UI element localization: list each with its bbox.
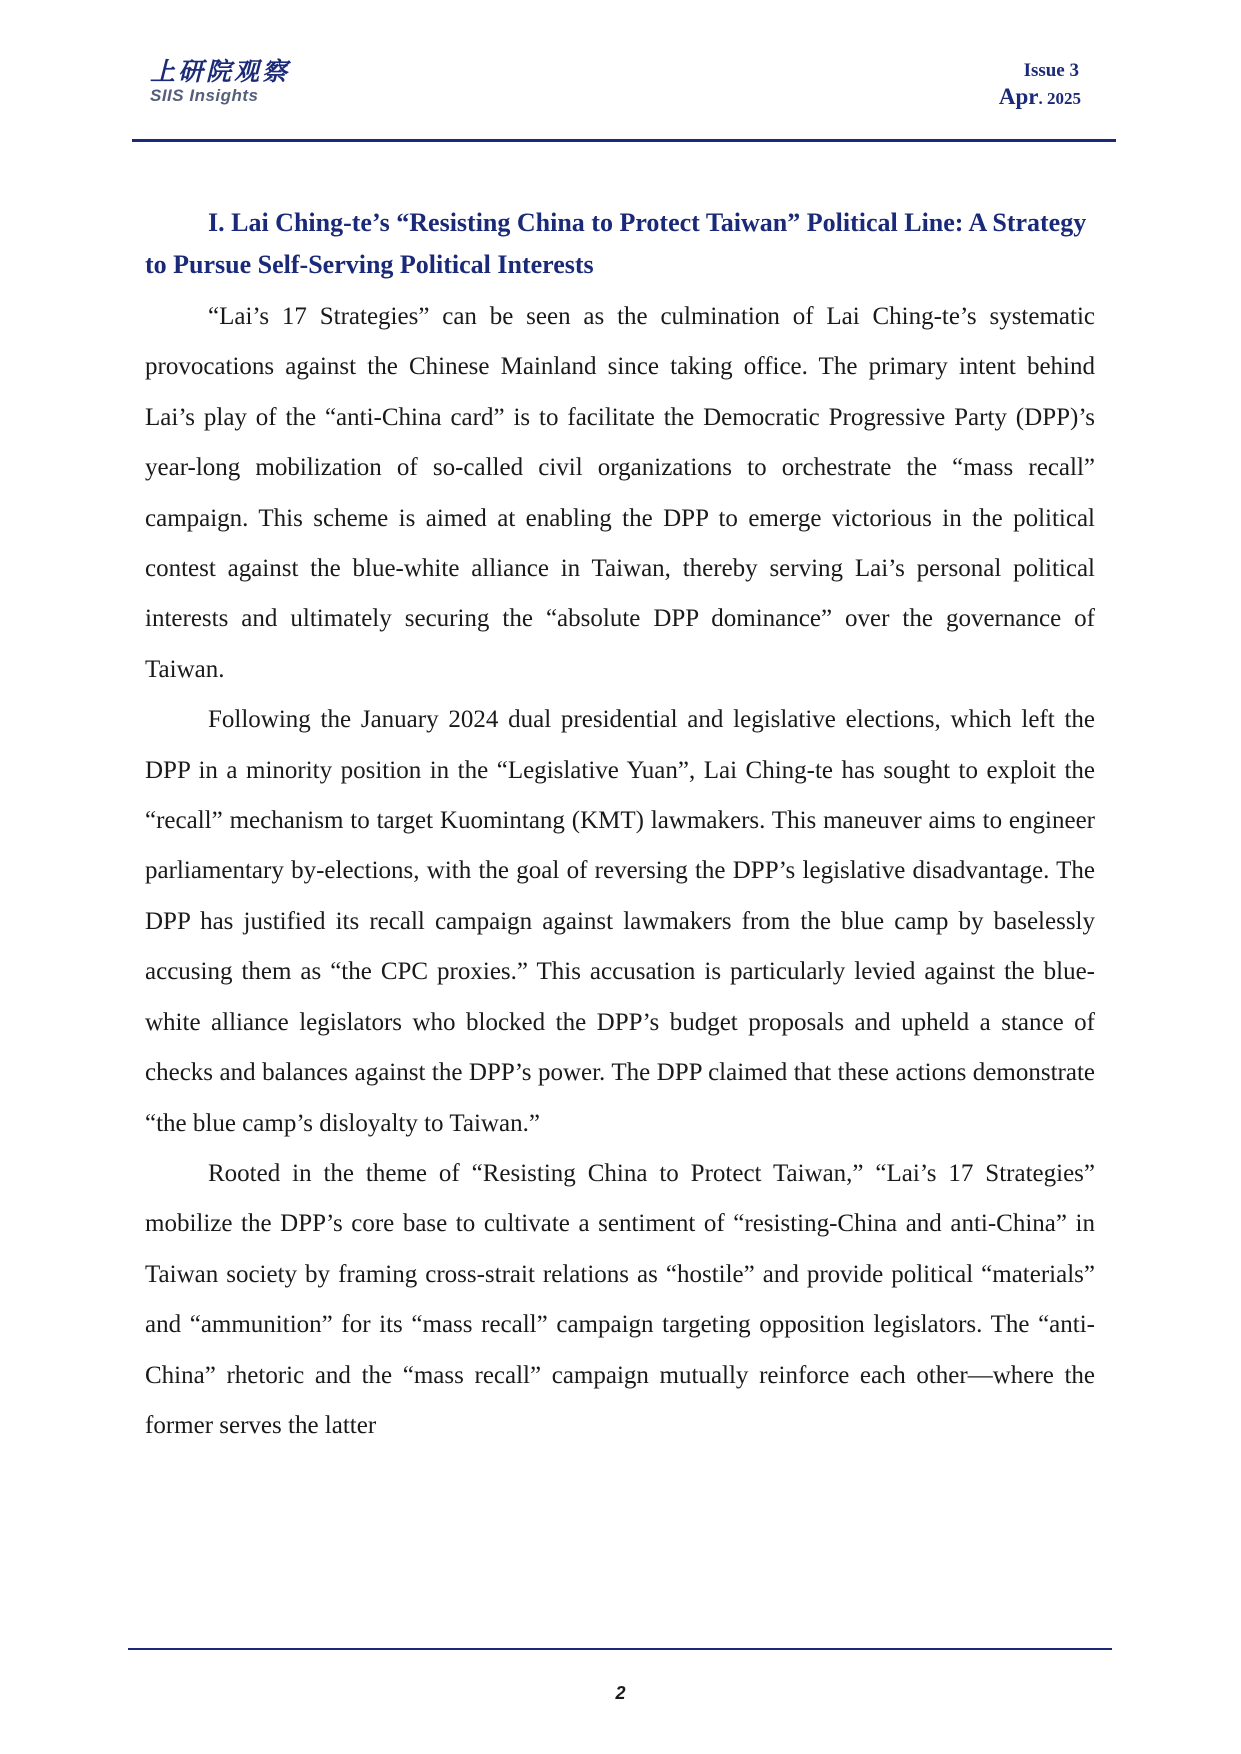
issue-date xyxy=(999,82,1081,114)
paragraph: “Lai’s 17 Strategies” can be seen as the culmination of Lai Ching-te’s systematic provocations against the Chinese Mainland since taking office. The primary intent behind Lai’s play of the “anti-China card” is to facilitate the Democratic Progressive Party (DPP)’s year-long mobilization of so-called civil organizations to orchestrate the “mass recall” campaign. This scheme is aimed at enabling the DPP to emerge victorious in the political contest against the blue-white alliance in Taiwan, thereby serving Lai’s personal political interests and ultimately securing the “absolute DPP dominance” over the governance of Taiwan. xyxy=(145,303,1095,683)
section-heading: I. Lai Ching-te’s “Resisting China to Protect Taiwan” Political Line: A Strategy to Pursue Self-Serving Political Interests xyxy=(145,208,1087,279)
issue-number: Issue 3 xyxy=(1023,60,1079,81)
paragraph: Following the January 2024 dual presidential and legislative elections, which left the DPP in a minority position in the “Legislative Yuan”, Lai Ching-te has sought to exploit the “recall” mechanism to target Kuomintang (KMT) lawmakers. This maneuver aims to engineer parliamentary by-elections, with the goal of reversing the DPP’s legislative disadvantage. The DPP has justified its recall campaign against lawmakers from the blue camp by baselessly accusing them as “the CPC proxies.” This accusation is particularly levied against the blue-white alliance legislators who blocked the DPP’s budget proposals and upheld a stance of checks and balances against the DPP’s power. The DPP claimed that these actions demonstrate “the blue camp’s disloyalty to Taiwan.” xyxy=(145,706,1095,1137)
page-header xyxy=(0,0,1241,145)
header-divider xyxy=(132,139,1116,142)
issue-year: . 2025 xyxy=(1038,89,1081,108)
page-number: 2 xyxy=(615,1683,626,1703)
article-body xyxy=(145,202,1095,1451)
issue-month: Apr xyxy=(998,84,1039,109)
footer-divider xyxy=(128,1648,1112,1650)
paragraph: Rooted in the theme of “Resisting China to Protect Taiwan,” “Lai’s 17 Strategies” mobilize the DPP’s core base to cultivate a sentiment of “resisting-China and anti-China” in Taiwan society by framing cross-strait relations as “hostile” and provide political “materials” and “ammunition” for its “mass recall” campaign targeting opposition legislators. The “anti-China” rhetoric and the “mass recall” campaign mutually reinforce each other—where the former serves the latter xyxy=(145,1159,1095,1439)
issue-info xyxy=(999,60,1081,114)
logo-chinese-title: 上研院观察 xyxy=(150,57,291,86)
logo-english-title: SIIS Insights xyxy=(150,86,259,105)
siis-logo xyxy=(150,58,290,106)
